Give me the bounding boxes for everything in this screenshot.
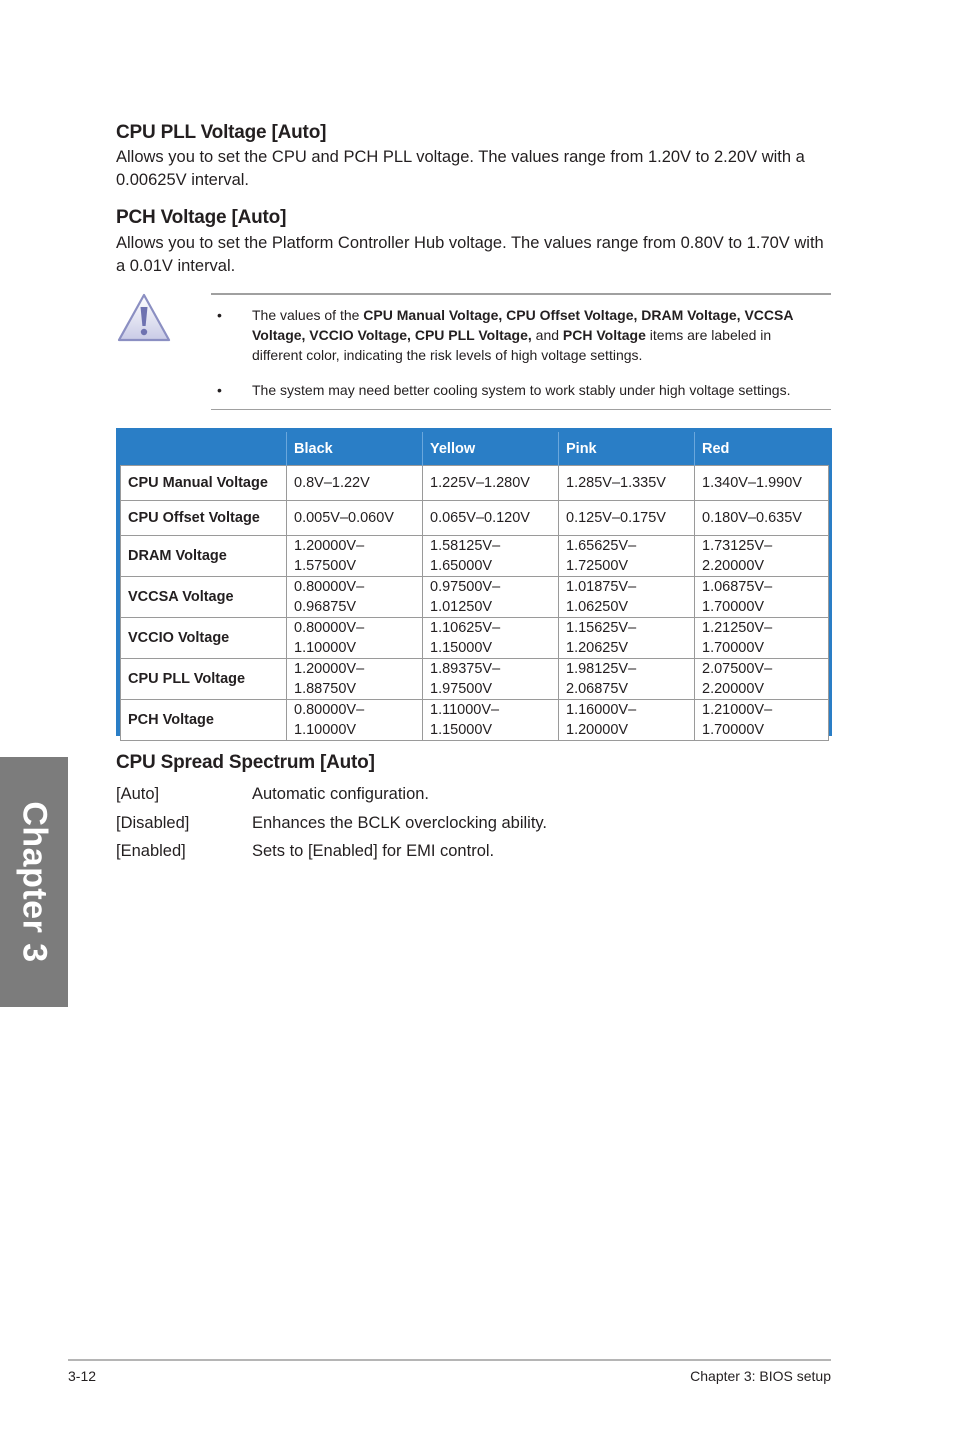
- row-header: CPU Offset Voltage: [121, 501, 287, 536]
- table-cell: 1.285V–1.335V: [559, 466, 695, 501]
- table-cell: 1.225V–1.280V: [423, 466, 559, 501]
- table-cell: 1.21000V– 1.70000V: [695, 700, 829, 741]
- option-desc: Enhances the BCLK overclocking ability.: [252, 814, 548, 832]
- table-row: [121, 618, 829, 659]
- chapter-tab-label: Chapter 3: [15, 801, 54, 963]
- column-header-pink: Pink: [559, 432, 695, 466]
- row-header: DRAM Voltage: [121, 536, 287, 577]
- table-cell: 0.8V–1.22V: [287, 466, 423, 501]
- footer-chapter-title: Chapter 3: BIOS setup: [690, 1368, 831, 1384]
- table-cell: 1.73125V– 2.20000V: [695, 536, 829, 577]
- bullet: •: [217, 382, 222, 398]
- table-cell: 0.005V–0.060V: [287, 501, 423, 536]
- table-cell: 1.16000V– 1.20000V: [559, 700, 695, 741]
- table-row: [121, 700, 829, 741]
- caution-note-item: [211, 305, 821, 365]
- option-desc: Automatic configuration.: [252, 785, 430, 803]
- note-bold-text: PCH Voltage: [562, 327, 646, 343]
- table-cell: 1.01875V– 1.06250V: [559, 577, 695, 618]
- option-key: [Auto]: [116, 785, 160, 803]
- table-cell: 0.80000V– 1.10000V: [287, 618, 423, 659]
- column-header-black: Black: [287, 432, 423, 466]
- table-row: [121, 577, 829, 618]
- column-header-yellow: Yellow: [423, 432, 559, 466]
- table-cell: 1.98125V– 2.06875V: [559, 659, 695, 700]
- option-key: [Enabled]: [116, 842, 186, 860]
- table-cell: 1.20000V– 1.57500V: [287, 536, 423, 577]
- caution-notes: [211, 293, 831, 410]
- row-header: VCCIO Voltage: [121, 618, 287, 659]
- table-cell: 0.80000V– 1.10000V: [287, 700, 423, 741]
- column-header-red: Red: [695, 432, 829, 466]
- table-cell: 1.20000V– 1.88750V: [287, 659, 423, 700]
- chapter-side-tab: [0, 757, 68, 1007]
- option-desc: Sets to [Enabled] for EMI control.: [252, 842, 495, 860]
- table-row: [121, 659, 829, 700]
- table-cell: 1.89375V– 1.97500V: [423, 659, 559, 700]
- row-header: VCCSA Voltage: [121, 577, 287, 618]
- note-text: items are labeled in different color, indicating the risk levels of high voltage settings.: [252, 327, 772, 363]
- section-desc-pch-voltage: Allows you to set the Platform Controller Hub voltage. The values range from 0.80V to 1.70V with a 0.01V interval.: [116, 234, 824, 275]
- table-cell: 0.125V–0.175V: [559, 501, 695, 536]
- table-row: [121, 536, 829, 577]
- table-cell: 0.180V–0.635V: [695, 501, 829, 536]
- table-row: [121, 501, 829, 536]
- note-text: and: [531, 327, 563, 343]
- table-cell: 0.065V–0.120V: [423, 501, 559, 536]
- note-text: The values of the: [252, 307, 364, 323]
- section-desc-cpu-pll-voltage: Allows you to set the CPU and PCH PLL voltage. The values range from 1.20V to 2.20V with a 0.00625V interval.: [116, 148, 805, 189]
- table-row: [121, 466, 829, 501]
- row-header: CPU PLL Voltage: [121, 659, 287, 700]
- table-cell: 1.11000V– 1.15000V: [423, 700, 559, 741]
- table-cell: 2.07500V– 2.20000V: [695, 659, 829, 700]
- section-title-cpu-pll-voltage: CPU PLL Voltage [Auto]: [116, 122, 327, 143]
- table-cell: 1.58125V– 1.65000V: [423, 536, 559, 577]
- section-title-cpu-spread-spectrum: CPU Spread Spectrum [Auto]: [116, 752, 375, 773]
- page-number: 3-12: [68, 1368, 97, 1384]
- table-cell: 1.06875V– 1.70000V: [695, 577, 829, 618]
- voltage-color-table: [116, 428, 832, 736]
- option-key: [Disabled]: [116, 814, 190, 832]
- footer-divider: [68, 1359, 831, 1361]
- row-header: PCH Voltage: [121, 700, 287, 741]
- note-bold-text: CPU Manual Voltage, CPU Offset Voltage, DRAM Voltage, VCCSA Voltage, VCCIO Voltage, CPU PLL Voltage,: [252, 307, 793, 343]
- table-cell: 1.10625V– 1.15000V: [423, 618, 559, 659]
- caution-triangle-icon: [116, 292, 172, 344]
- row-header: CPU Manual Voltage: [121, 466, 287, 501]
- bullet: •: [217, 307, 222, 323]
- caution-note-item: [211, 380, 821, 400]
- table-cell: 1.340V–1.990V: [695, 466, 829, 501]
- table-cell: 1.21250V– 1.70000V: [695, 618, 829, 659]
- table-cell: 0.97500V– 1.01250V: [423, 577, 559, 618]
- table-corner: [121, 432, 287, 466]
- table-cell: 1.15625V– 1.20625V: [559, 618, 695, 659]
- table-cell: 0.80000V– 0.96875V: [287, 577, 423, 618]
- table-cell: 1.65625V– 1.72500V: [559, 536, 695, 577]
- note-text: The system may need better cooling system to work stably under high voltage settings.: [252, 382, 791, 398]
- section-title-pch-voltage: PCH Voltage [Auto]: [116, 207, 287, 228]
